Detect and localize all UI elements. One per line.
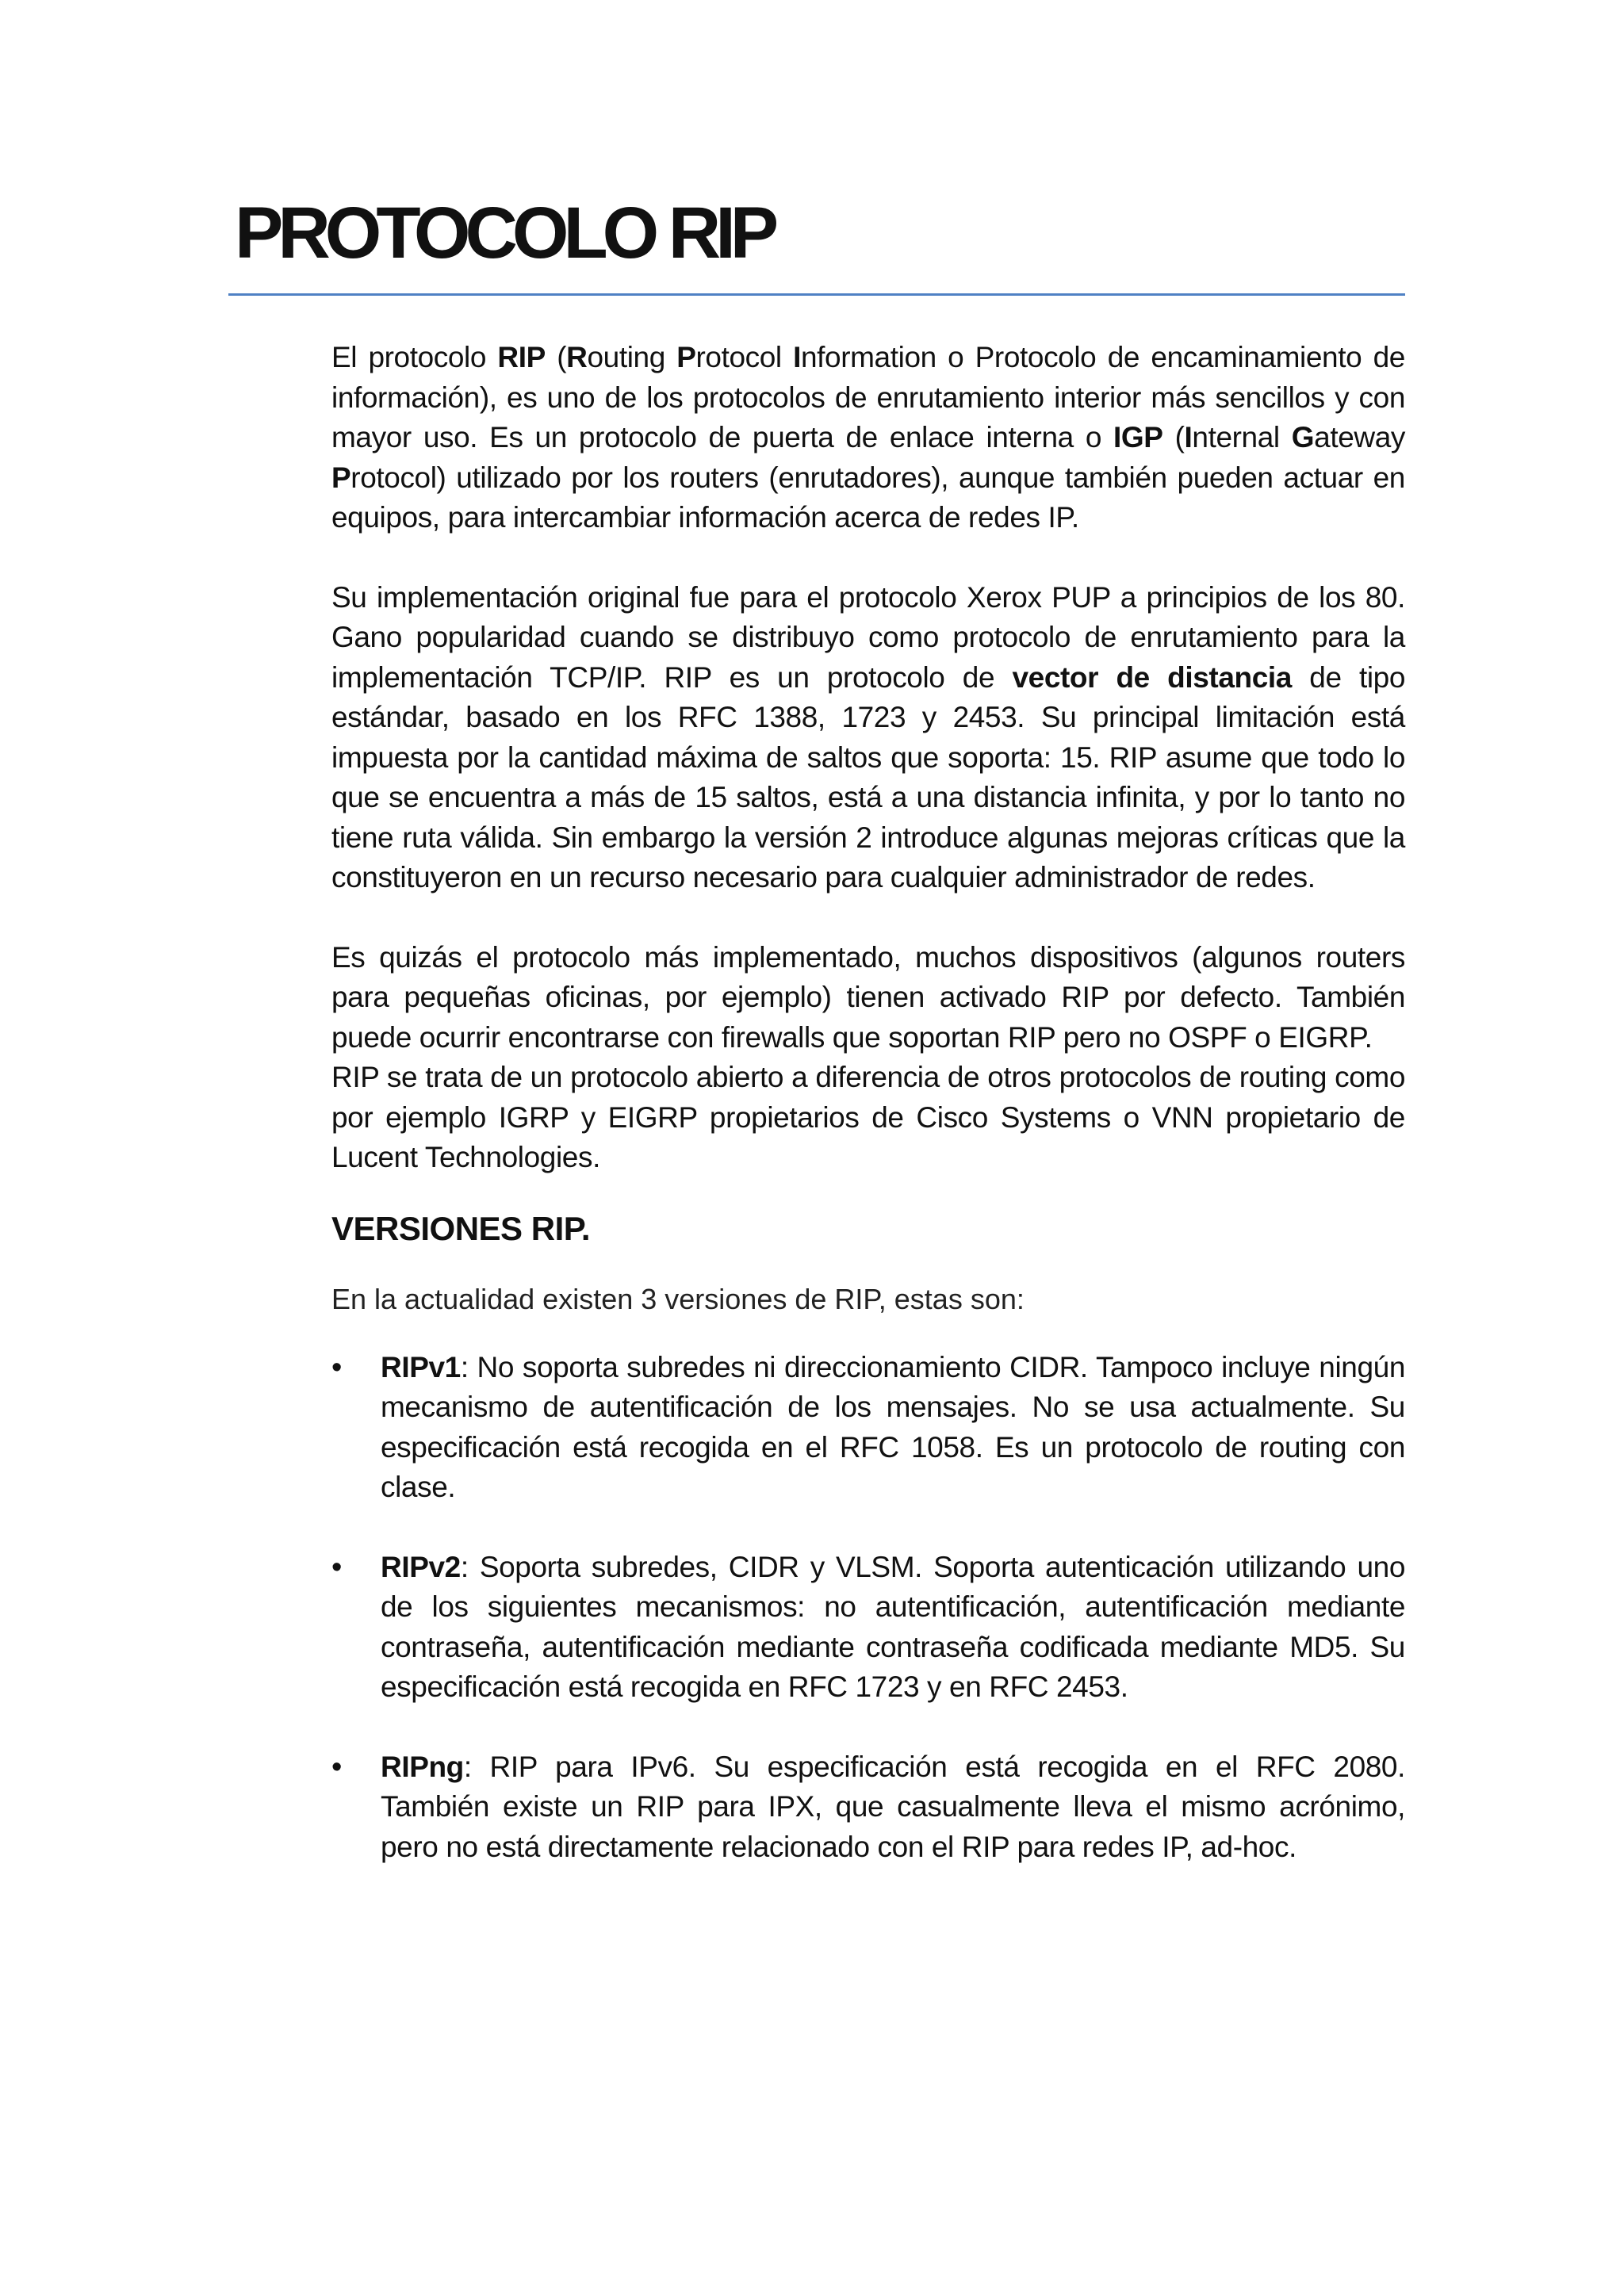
paragraph-rip-usage: Es quizás el protocolo más implementado, muchos dispositivos (algunos routers para pequeñas oficinas, por ejemplo) tienen activado RIP por defecto. También puede ocurrir encontrarse con firewalls que soportan RIP pero no OSPF o EIGRP. <box>331 940 1405 1054</box>
title-divider <box>228 293 1405 296</box>
version-name: RIPng <box>381 1750 464 1783</box>
document-body <box>331 338 1405 1867</box>
paragraph-rip-history: Su implementación original fue para el protocolo Xerox PUP a principios de los 80. Gano popularidad cuando se distribuyo como protocolo de enrutamiento para la implementación TCP/IP. RIP es un protocolo de vector de distancia de tipo estándar, basado en los RFC 1388, 1723 y 2453. Su principal limitación está impuesta por la cantidad máxima de saltos que soporta: 15. RIP asume que todo lo que se encuentra a más de 15 saltos, está a una distancia infinita, y por lo tanto no tiene ruta válida. Sin embargo la versión 2 introduce algunas mejoras críticas que la constituyeron en un recurso necesario para cualquier administrador de redes. <box>331 580 1406 894</box>
version-description: : Soporta subredes, CIDR y VLSM. Soporta autenticación utilizando uno de los siguientes mecanismos: no autentificación, autentificación mediante contraseña, autentificación mediante contraseña codificada mediante MD5. Su especificación está recogida en RFC 1723 y en RFC 2453. <box>381 1550 1405 1703</box>
bold-rip: RIP <box>497 341 546 373</box>
list-item-ripng <box>331 1747 1405 1868</box>
list-item-ripv1 <box>331 1348 1405 1508</box>
version-description: : RIP para IPv6. Su especificación está recogida en el RFC 2080. También existe un RIP para IPX, que casualmente lleva el mismo acrónimo, pero no está directamente relacionado con el RIP para redes IP, ad-hoc. <box>381 1750 1405 1863</box>
paragraph-rip-definition: El protocolo RIP (Routing Protocol Information o Protocolo de encaminamiento de información), es uno de los protocolos de enrutamiento interior más sencillos y con mayor uso. Es un protocolo de puerta de enlace interna o IGP (Internal Gateway Protocol) utilizado por los routers (enrutadores), aunque también pueden actuar en equipos, para intercambiar información acerca de redes IP. <box>331 341 1405 534</box>
version-description: : No soporta subredes ni direccionamiento CIDR. Tampoco incluye ningún mecanismo de autentificación de los mensajes. No se usa actualmente. Su especificación está recogida en el RFC 1058. Es un protocolo de routing con clase. <box>381 1350 1405 1503</box>
list-item-ripv2 <box>331 1548 1405 1708</box>
version-name: RIPv1 <box>381 1350 461 1383</box>
bullet-icon: • <box>331 1550 343 1584</box>
bullet-icon: • <box>331 1750 343 1784</box>
bold-igp: IGP <box>1113 421 1163 453</box>
bullet-icon: • <box>331 1350 343 1384</box>
version-name: RIPv2 <box>381 1550 461 1583</box>
paragraph-rip-open-protocol: RIP se trata de un protocolo abierto a diferencia de otros protocolos de routing como por ejemplo IGRP y EIGRP propietarios de Cisco Systems o VNN propietario de Lucent Technologies. <box>331 1061 1405 1173</box>
page-title: PROTOCOLO RIP <box>235 193 774 274</box>
versions-list <box>331 1348 1405 1868</box>
bold-vector-de-distancia: vector de distancia <box>1012 660 1292 694</box>
versions-intro: En la actualidad existen 3 versiones de RIP, estas son: <box>331 1282 1025 1315</box>
section-heading-versiones: VERSIONES RIP. <box>331 1209 591 1247</box>
